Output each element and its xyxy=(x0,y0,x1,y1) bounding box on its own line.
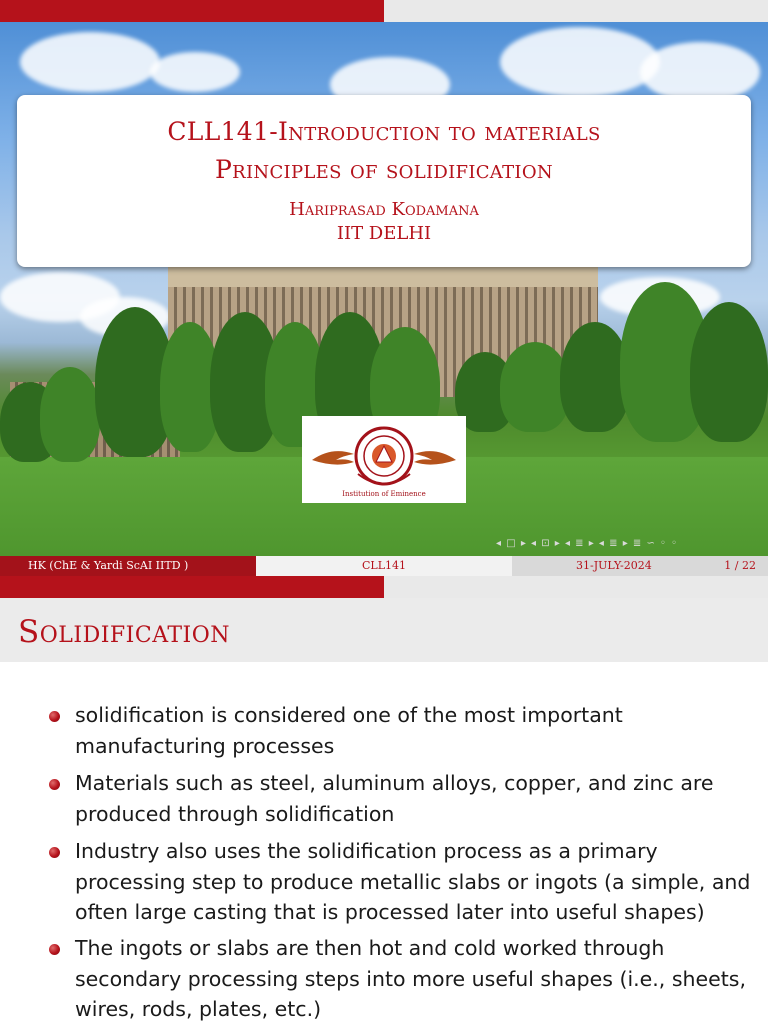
footer-course: CLL141 xyxy=(361,559,407,572)
top-bar-grey xyxy=(384,0,768,22)
content-slide-top-bar xyxy=(0,576,768,598)
title-box xyxy=(17,95,751,267)
iit-delhi-logo xyxy=(302,416,466,503)
content-slide xyxy=(0,576,768,1024)
frame-title: Solidification xyxy=(18,614,231,650)
footer-date: 31-JULY-2024 xyxy=(576,559,652,572)
title-slide-footer xyxy=(0,556,768,576)
institution-name: IIT DELHI xyxy=(336,223,432,244)
bullet-icon xyxy=(49,847,60,858)
bullet-text: Industry also uses the solidification process as a primary processing step to produce metallic slabs or ingots (a simple, and often large casting that is processed later into useful shapes) xyxy=(75,839,751,924)
footer-author: HK (ChE & Yardi ScAI IITD ) xyxy=(28,559,189,572)
bullet-text: Materials such as steel, aluminum alloys, copper, and zinc are produced through solidification xyxy=(75,771,714,826)
bullet-text: The ingots or slabs are then hot and cold worked through secondary processing steps into more useful shapes (i.e., sheets, wires, rods, plates, etc.) xyxy=(75,936,746,1021)
frame-title-bar xyxy=(0,598,768,662)
bullet-icon xyxy=(49,779,60,790)
logo-text: Institution of Eminence xyxy=(342,490,426,498)
bullet-icon xyxy=(49,711,60,722)
author-name: Hariprasad Kodamana xyxy=(289,199,479,220)
bullet-text: solidification is considered one of the most important manufacturing processes xyxy=(75,703,623,758)
presentation-subtitle: Principles of solidification xyxy=(215,155,553,184)
title-slide-top-bar xyxy=(0,0,768,22)
footer-page-number: 1 / 22 xyxy=(724,559,756,572)
beamer-navigation-symbols[interactable]: ◂ □ ▸ ◂ ⊡ ▸ ◂ ≣ ▸ ◂ ≣ ▸ ≣ ∽ ◦ ◦ xyxy=(496,538,678,549)
bullet-icon xyxy=(49,944,60,955)
presentation-title: CLL141-Introduction to materials xyxy=(167,117,601,146)
top-bar-red xyxy=(0,0,384,22)
